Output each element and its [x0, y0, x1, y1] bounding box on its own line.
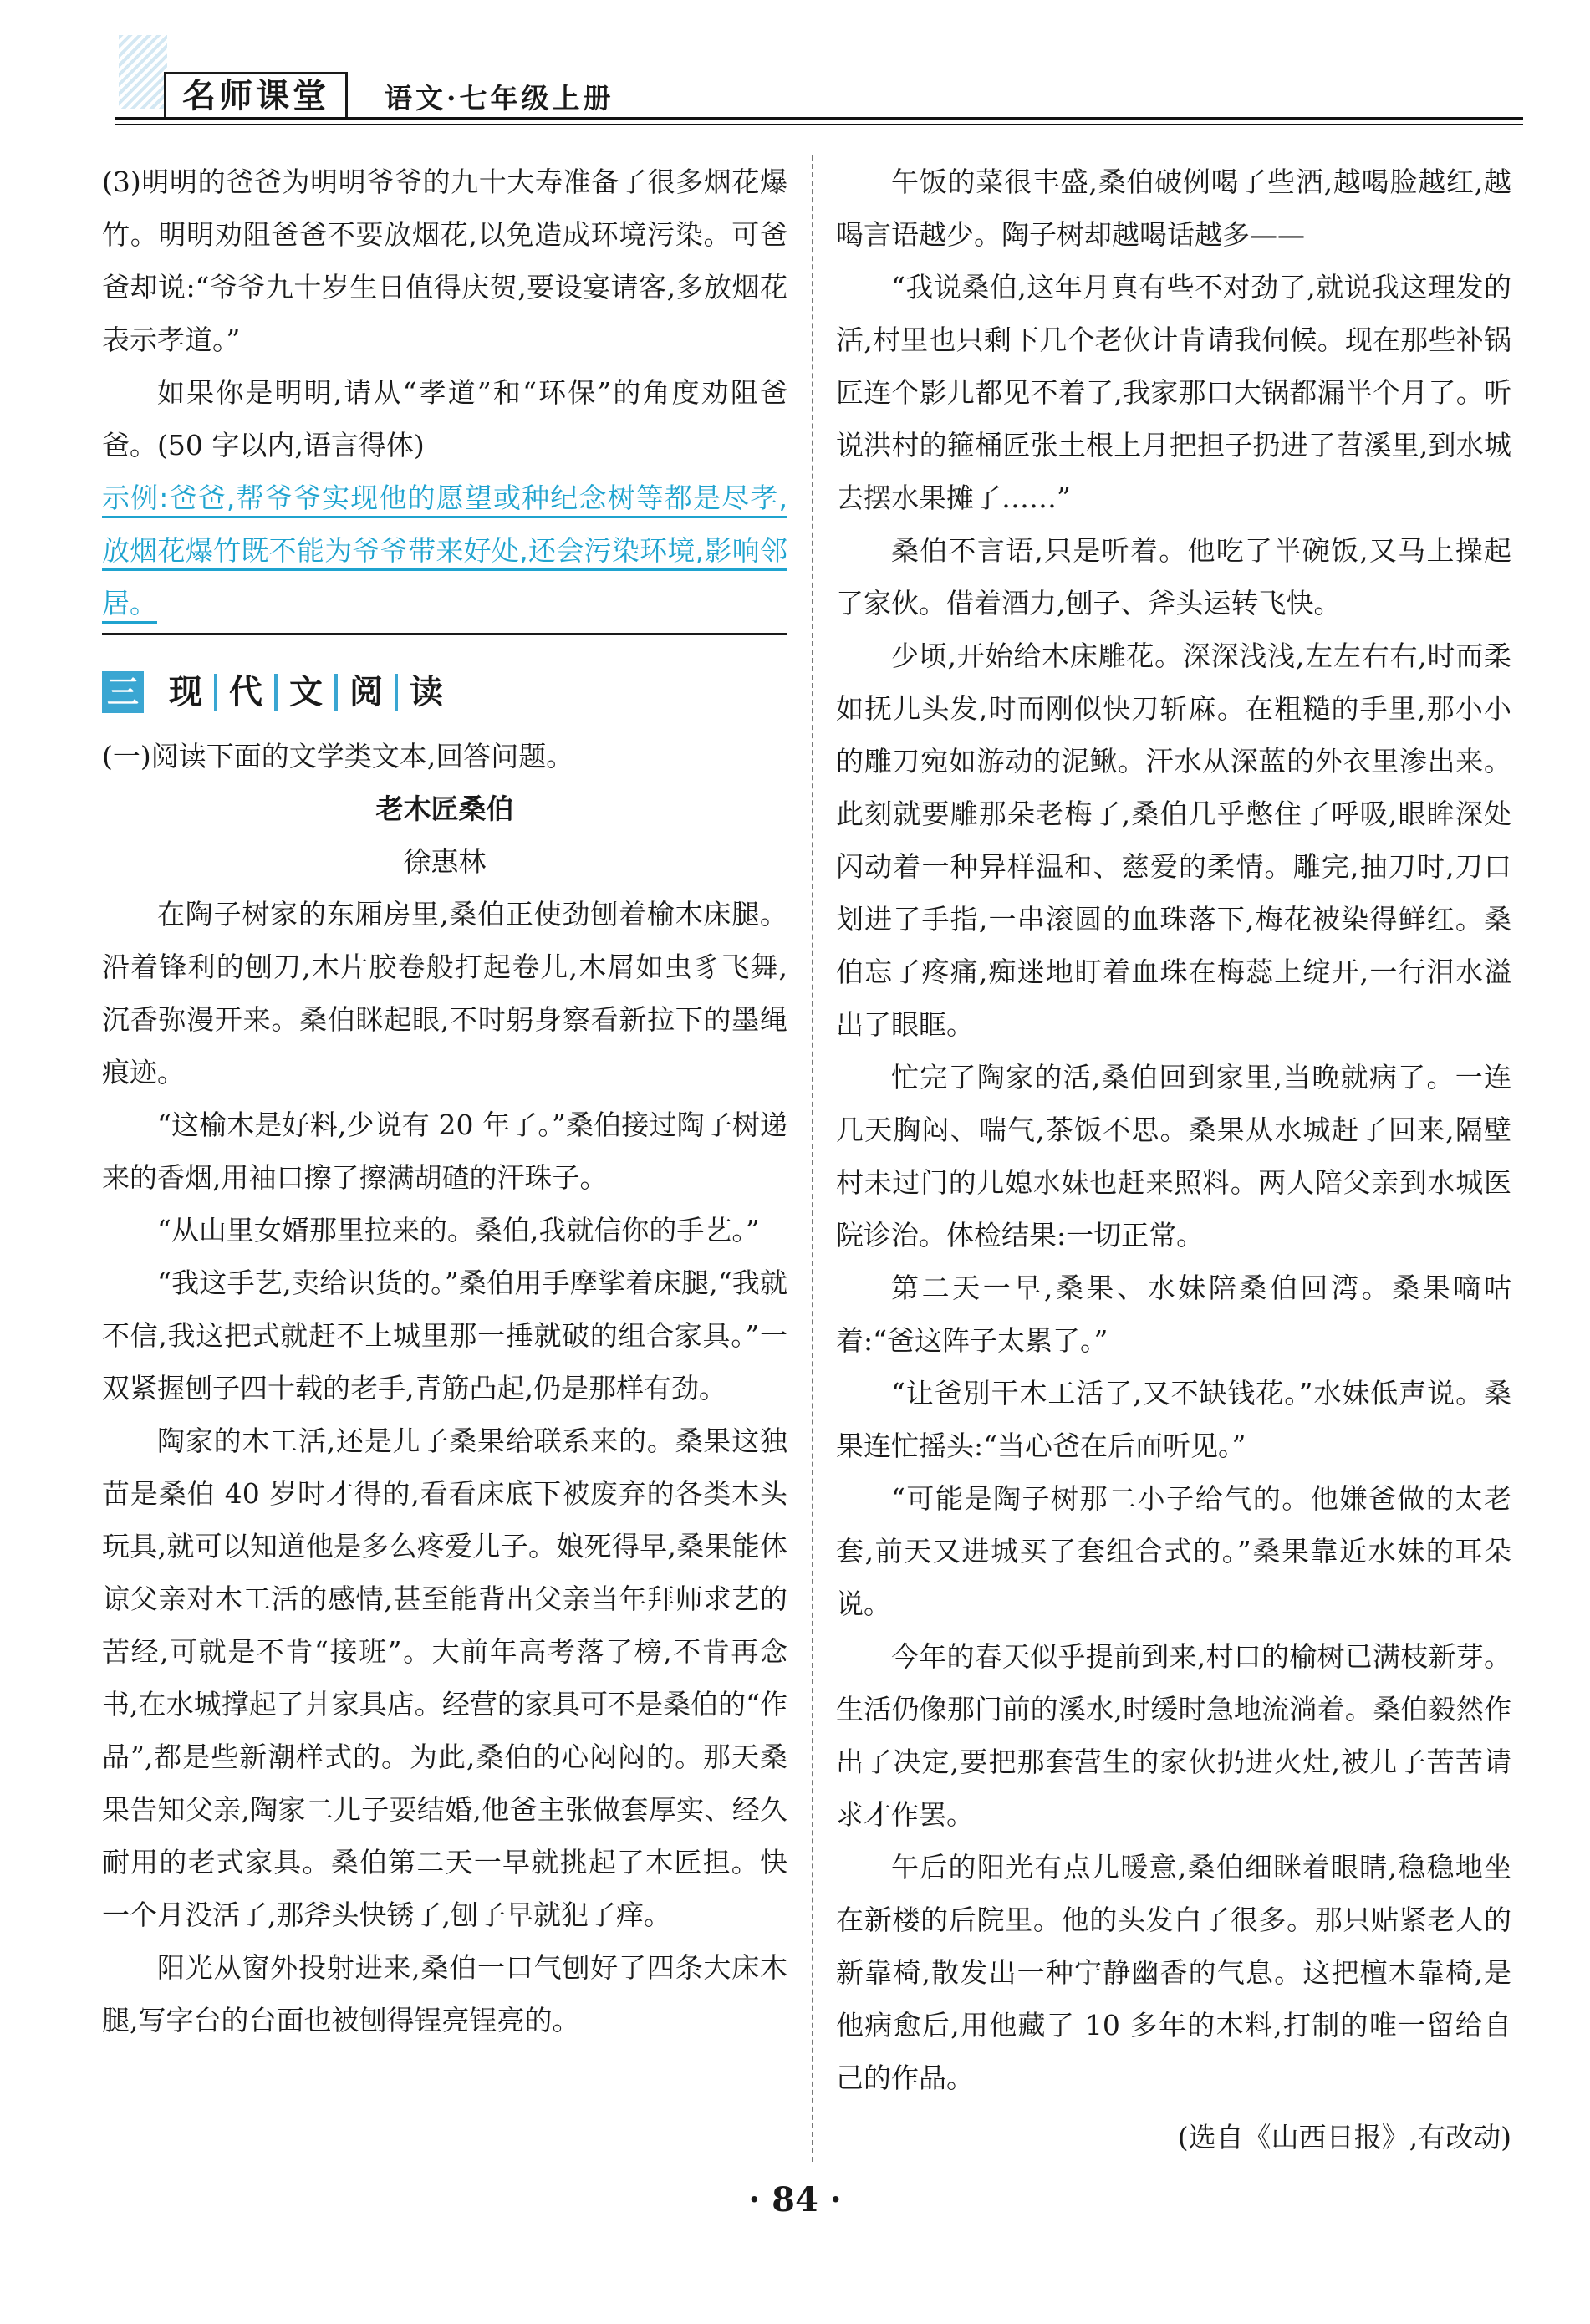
paragraph: 午后的阳光有点儿暖意,桑伯细眯着眼睛,稳稳地坐在新楼的后院里。他的头发白了很多。那只贴紧老人的新靠椅,散发出一种宁静幽香的气息。这把檀木靠椅,是他病愈后,用他藏了 10 多年的木料,打制的唯一留给自己的作品。 [836, 1851, 1511, 2094]
header-rule [115, 117, 1523, 120]
section-heading [102, 671, 787, 713]
paragraph: 午饭的菜很丰盛,桑伯破例喝了些酒,越喝脸越红,越喝言语越少。陶子树却越喝话越多—— [836, 166, 1511, 251]
question-3-prompt: 如果你是明明,请从“孝道”和“环保”的角度劝阻爸爸。(50 字以内,语言得体) [102, 376, 787, 461]
story-author: 徐惠林 [403, 845, 487, 878]
paragraph: 陶家的木工活,还是儿子桑果给联系来的。桑果这独苗是桑伯 40 岁时才得的,看看床底下被废弃的各类木头玩具,就可以知道他是多么疼爱儿子。娘死得早,桑果能体谅父亲对木工活的感情,甚至能背出父亲当年拜师求艺的苦经,可就是不肯“接班”。大前年高考落了榜,不肯再念书,在水城撑起了爿家具店。经营的家具可不是桑伯的“作品”,都是些新潮样式的。为此,桑伯的心闷闷的。那天桑果告知父亲,陶家二儿子要结婚,他爸主张做套厚实、经久耐用的老式家具。桑伯第二天一早就挑起了木匠担。快一个月没活了,那斧头快锈了,刨子早就犯了痒。 [102, 1424, 787, 1931]
left-column [102, 155, 787, 2046]
page-number: · 84 · [748, 2180, 842, 2220]
paragraph: “我这手艺,卖给识货的。”桑伯用手摩挲着床腿,“我就不信,我这把式就赶不上城里那一捶就破的组合家具。”一双紧握刨子四十载的老手,青筋凸起,仍是那样有劲。 [102, 1266, 787, 1404]
right-column [836, 155, 1511, 2163]
book-subtitle: 语文·七年级上册 [385, 82, 614, 115]
source-citation: (选自《山西日报》,有改动) [1177, 2121, 1511, 2153]
column-divider [812, 155, 813, 2162]
section-number: 三 [102, 671, 144, 713]
brand-label: 名师课堂 [164, 72, 348, 118]
section-char: 现 [157, 674, 217, 711]
paragraph: 阳光从窗外投射进来,桑伯一口气刨好了四条大床木腿,写字台的台面也被刨得锃亮锃亮的。 [102, 1951, 787, 2036]
paragraph: 忙完了陶家的活,桑伯回到家里,当晚就病了。一连几天胸闷、喘气,茶饭不思。桑果从水城赶了回来,隔壁村未过门的儿媳水妹也赶来照料。两人陪父亲到水城医院诊治。体检结果:一切正常。 [836, 1061, 1511, 1251]
sample-answer: 示例:爸爸,帮爷爷实现他的愿望或种纪念树等都是尽孝,放烟花爆竹既不能为爷爷带来好处,还会污染环境,影响邻居。 [102, 482, 787, 619]
paragraph: “让爸別干木工活了,又不缺钱花。”水妹低声说。桑果连忙摇头:“当心爸在后面听见。” [836, 1377, 1511, 1462]
paragraph: “可能是陶子树那二小子给气的。他嫌爸做的太老套,前天又进城买了套组合式的。”桑果靠近水妹的耳朵说。 [836, 1482, 1511, 1620]
question-3: (3)明明的爸爸为明明爷爷的九十大寿准备了很多烟花爆竹。明明劝阻爸爸不要放烟花,以免造成环境污染。可爸爸却说:“爷爷九十岁生日值得庆贺,要设宴请客,多放烟花表示孝道。” [102, 166, 787, 356]
answer-rule [102, 633, 787, 635]
paragraph: “我说桑伯,这年月真有些不对劲了,就说我这理发的活,村里也只剩下几个老伙计肯请我伺候。现在那些补锅匠连个影儿都见不着了,我家那口大锅都漏半个月了。听说洪村的箍桶匠张土根上月把担子扔进了苕溪里,到水城去摆水果摊了……” [836, 271, 1511, 514]
section-char: 代 [217, 674, 278, 711]
paragraph: “这榆木是好料,少说有 20 年了。”桑伯接过陶子树递来的香烟,用袖口擦了擦满胡碴的汗珠子。 [102, 1108, 787, 1194]
section-char: 阅 [338, 674, 398, 711]
paragraph: 少顷,开始给木床雕花。深深浅浅,左左右右,时而柔如抚儿头发,时而刚似快刀斩麻。在粗糙的手里,那小小的雕刀宛如游动的泥鳅。汗水从深蓝的外衣里渗出来。此刻就要雕那朵老梅了,桑伯几乎憋住了呼吸,眼眸深处闪动着一种异样温和、慈爱的柔情。雕完,抽刀时,刀口划进了手指,一串滚圆的血珠落下,梅花被染得鲜红。桑伯忘了疼痛,痴迷地盯着血珠在梅蕊上绽开,一行泪水溢出了眼眶。 [836, 640, 1511, 1041]
section-char: 读 [410, 673, 443, 711]
paragraph: 桑伯不言语,只是听着。他吃了半碗饭,又马上操起了家伙。借着酒力,刨子、斧头运转飞快。 [836, 534, 1511, 619]
paragraph: 第二天一早,桑果、水妹陪桑伯回湾。桑果嘀咕着:“爸这阵子太累了。” [836, 1272, 1511, 1357]
paragraph: 在陶子树家的东厢房里,桑伯正使劲刨着榆木床腿。沿着锋利的刨刀,木片胶卷般打起卷儿,木屑如虫豸飞舞,沉香弥漫开来。桑伯眯起眼,不时躬身察看新拉下的墨绳痕迹。 [102, 898, 787, 1088]
section-char: 文 [278, 674, 338, 711]
paragraph: 今年的春天似乎提前到来,村口的榆树已满枝新芽。生活仍像那门前的溪水,时缓时急地流淌着。桑伯毅然作出了决定,要把那套营生的家伙扔进火灶,被儿子苦苦请求才作罢。 [836, 1640, 1511, 1831]
header-rule-thin [115, 124, 1523, 125]
paragraph: “从山里女婿那里拉来的。桑伯,我就信你的手艺。” [157, 1214, 760, 1246]
story-title: 老木匠桑伯 [375, 793, 514, 825]
header-decoration [119, 35, 167, 109]
reading-instruction: (一)阅读下面的文学类文本,回答问题。 [102, 740, 574, 772]
